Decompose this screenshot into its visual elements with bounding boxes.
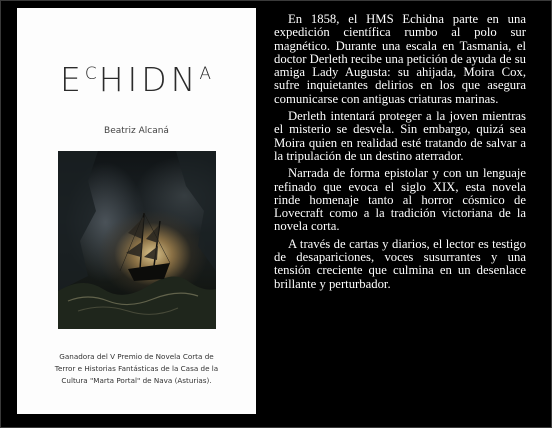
- cover-title: $E^CHIDN^A$: [59, 60, 214, 99]
- cover-illustration-ship: [58, 151, 216, 329]
- cover-author: Beatriz Alcaná: [104, 126, 169, 136]
- book-synopsis: [274, 13, 526, 295]
- cover-award-caption: Ganadora del V Premio de Novela Corta de Terror e Historias Fantásticas de la Casa de la Cultura "Marta Portal" de Nava (Asturias).: [54, 352, 219, 385]
- book-cover: [17, 8, 256, 414]
- synopsis-paragraph: En 1858, el HMS Echidna parte en una expedición científica rumbo al polo sur magnético. Durante una escala en Tasmania, el doctor Derleth recibe una petición de ayuda de su amiga Lady Augusta: su ahijada, Moira Cox, sufre inquietantes delirios en los que asegura comunicarse con antiguas criaturas marinas.: [274, 12, 526, 106]
- synopsis-paragraph: Derleth intentará proteger a la joven mientras el misterio se desvela. Sin embargo, quizá sea Moira quien en realidad esté tratando de salvar a la tripulación de un destino aterrador.: [274, 109, 526, 163]
- synopsis-paragraph: A través de cartas y diarios, el lector es testigo de desapariciones, voces susurrantes y una tensión creciente que culmina en un desenlace brillante y perturbador.: [274, 236, 526, 291]
- synopsis-paragraph: Narrada de forma epistolar y con un lenguaje refinado que evoca el siglo XIX, esta novela rinde homenaje tanto al horror cósmico de Lovecraft como a la tradición victoriana de la novela corta.: [274, 166, 526, 234]
